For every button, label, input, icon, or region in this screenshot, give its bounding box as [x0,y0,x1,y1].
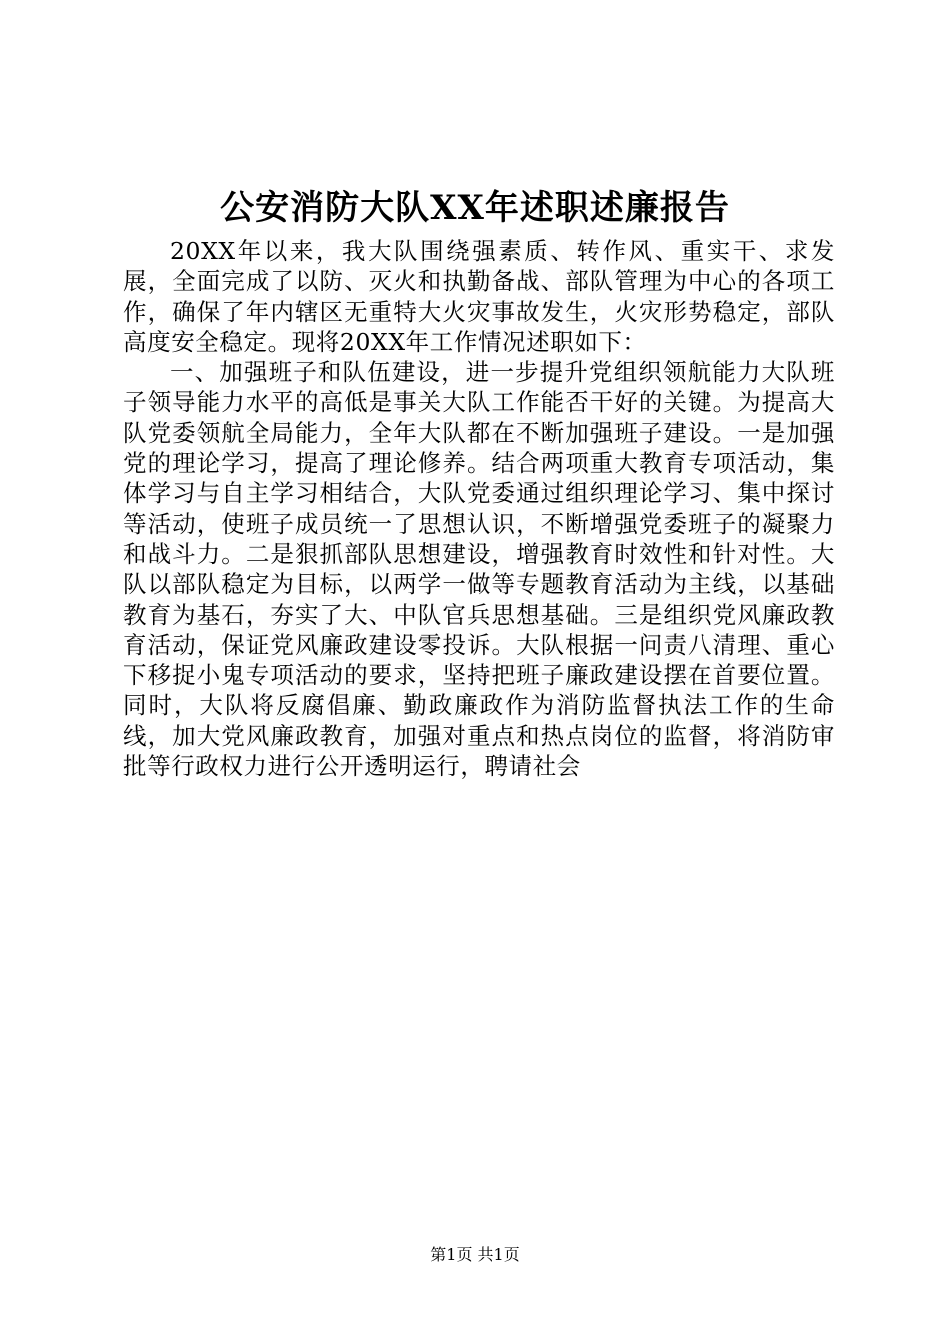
document-title: 公安消防大队XX年述职述廉报告 [220,188,730,228]
paragraph-section-one: 一、加强班子和队伍建设，进一步提升党组织领航能力大队班子领导能力水平的高低是事关大队工作能否干好的关键。为提高大队党委领航全局能力，全年大队都在不断加强班子建设。一是加强党的理论学习，提高了理论修养。结合两项重大教育专项活动，集体学习与自主学习相结合，大队党委通过组织理论学习、集中探讨等活动，使班子成员统一了思想认识，不断增强党委班子的凝聚力和战斗力。二是狠抓部队思想建设，增强教育时效性和针对性。大队以部队稳定为目标，以两学一做等专题教育活动为主线，以基础教育为基石，夯实了大、中队官兵思想基础。三是组织党风廉政教育活动，保证党风廉政建设零投诉。大队根据一问责八清理、重心下移捉小鬼专项活动的要求，坚持把班子廉政建设摆在首要位置。同时，大队将反腐倡廉、勤政廉政作为消防监督执法工作的生命线，加大党风廉政教育，加强对重点和热点岗位的监督，将消防审批等行政权力进行公开透明运行，聘请社会 [123,358,835,781]
page-number-footer: 第1页 共1页 [430,1245,520,1264]
paragraph-intro: 20XX年以来，我大队围绕强素质、转作风、重实干、求发展，全面完成了以防、灭火和执勤备战、部队管理为中心的各项工作，确保了年内辖区无重特大火灾事故发生，火灾形势稳定，部队高度安全稳定。现将20XX年工作情况述职如下： [123,237,835,356]
document-body [123,236,835,781]
